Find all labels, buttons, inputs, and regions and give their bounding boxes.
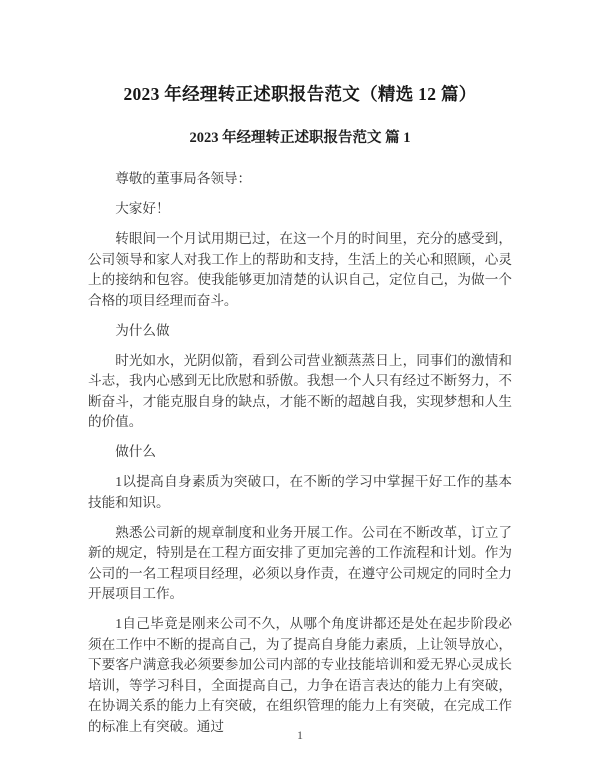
document-title: 2023 年经理转正述职报告范文（精选 12 篇） (123, 84, 477, 104)
page-number: 1 (297, 728, 303, 742)
paragraph-self-improvement: 1自己毕竟是刚来公司不久，从哪个角度讲都还是处在起步阶段必须在工作中不断的提高自己，为了提高自身能力素质，上让领导放心，下要客户满意我必须要参加公司内部的专业技能培训和爱无界心灵成长培训，等学习科目，全面提高自己，力争在语言表达的能力上有突破，在协调关系的能力上有突破，在组织管理的能力上有突破，在完成工作的标准上有突破。通过 (88, 616, 512, 734)
document-body (88, 169, 512, 737)
section-heading-what: 做什么 (115, 444, 156, 459)
section-heading-why: 为什么做 (115, 322, 170, 338)
salutation: 尊敬的董事局各领导： (115, 171, 252, 186)
paragraph-what-point1: 1以提高自身素质为突破口，在不断的学习中掌握干好工作的基本技能和知识。 (88, 474, 512, 510)
paragraph-intro: 转眼间一个月试用期已过，在这一个月的时间里，充分的感受到，公司领导和家人对我工作上的帮助和支持，生活上的关心和照顾，心灵上的接纳和包容。使我能够更加清楚的认识自己，定位自己，为做一个合格的项目经理而奋斗。 (88, 231, 512, 308)
section-title: 2023 年经理转正述职报告范文 篇 1 (189, 130, 411, 146)
paragraph-why: 时光如水，光阴似箭，看到公司营业额蒸蒸日上，同事们的激情和斗志，我内心感到无比欣慰和骄傲。我想一个人只有经过不断努力，不断奋斗，才能克服自身的缺点，才能不断的超越自我，实现梦想和人生的价值。 (88, 352, 512, 429)
greeting: 大家好！ (115, 201, 170, 216)
paragraph-rules: 熟悉公司新的规章制度和业务开展工作。公司在不断改革，订立了新的规定，特别是在工程方面安排了更加完善的工作流程和计划。作为公司的一名工程项目经理，必须以身作责，在遵守公司规定的同时全力开展项目工作。 (88, 524, 512, 601)
